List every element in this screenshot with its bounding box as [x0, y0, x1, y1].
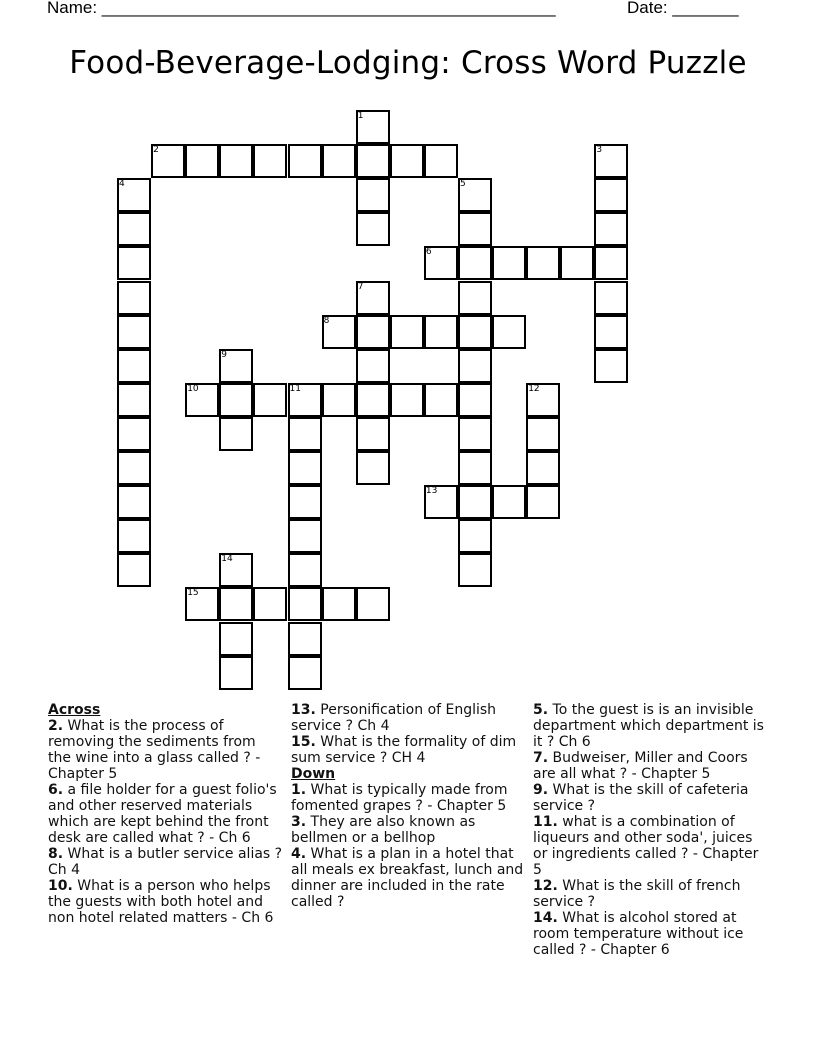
grid-cell[interactable]: [288, 451, 322, 485]
clue-number-label: 10: [187, 383, 199, 394]
grid-cell[interactable]: [322, 587, 356, 621]
grid-cell[interactable]: [356, 178, 390, 212]
down-heading: Down: [291, 766, 336, 782]
clue-down-4: 4. What is a plan in a hotel that all meals ex breakfast, lunch and dinner are included in the rate called ?: [291, 846, 524, 910]
grid-cell[interactable]: [322, 383, 356, 417]
grid-cell[interactable]: [458, 451, 492, 485]
clue-number-label: 13: [425, 486, 438, 497]
across-heading: Across: [48, 702, 101, 718]
grid-cell[interactable]: [322, 144, 356, 178]
date-field-label: Date: _______: [627, 0, 739, 17]
clue-number-label: 3: [596, 145, 603, 156]
clue-across-10: 10. What is a person who helps the guests with both hotel and non hotel related matters - Ch 6: [48, 878, 274, 926]
grid-cell[interactable]: [594, 212, 628, 246]
clue-number-label: 8: [323, 315, 330, 326]
grid-cell[interactable]: [219, 383, 253, 417]
clue-number-label: 15: [187, 588, 199, 599]
grid-cell[interactable]: [424, 315, 458, 349]
grid-cell[interactable]: [594, 315, 628, 349]
clue-down-14: 14. What is alcohol stored at room temperature without ice called ? - Chapter 6: [533, 910, 744, 958]
clue-down-9: 9. What is the skill of cafeteria service ?: [533, 782, 749, 814]
clue-down-12: 12. What is the skill of french service ?: [533, 878, 741, 910]
grid-cell[interactable]: [356, 144, 390, 178]
grid-cell[interactable]: [117, 553, 151, 587]
grid-cell[interactable]: [356, 383, 390, 417]
grid-cell[interactable]: [458, 417, 492, 451]
grid-cell[interactable]: [526, 417, 560, 451]
clue-number-label: 1: [357, 111, 364, 121]
clue-down-11: 11. what is a combination of liqueurs and other soda', juices or ingredients called ? - Chapter 5: [533, 814, 759, 878]
grid-cell[interactable]: [288, 656, 322, 690]
grid-cell[interactable]: [492, 485, 526, 519]
grid-cell[interactable]: [492, 315, 526, 349]
grid-cell[interactable]: [356, 349, 390, 383]
clue-number-label: 6: [425, 247, 432, 258]
grid-cell[interactable]: [458, 349, 492, 383]
grid-cell[interactable]: [117, 383, 151, 417]
clue-across-15: 15. What is the formality of dim sum service ? CH 4: [291, 734, 517, 766]
grid-cell[interactable]: [594, 349, 628, 383]
grid-cell[interactable]: [424, 383, 458, 417]
grid-cell[interactable]: [356, 587, 390, 621]
grid-cell[interactable]: [356, 315, 390, 349]
grid-cell[interactable]: [253, 383, 287, 417]
grid-cell[interactable]: [560, 246, 594, 280]
grid-cell[interactable]: [117, 315, 151, 349]
grid-cell[interactable]: [219, 622, 253, 656]
grid-cell[interactable]: [458, 212, 492, 246]
clue-down-5: 5. To the guest is is an invisible department which department is it ? Ch 6: [533, 702, 764, 750]
grid-cell[interactable]: [594, 178, 628, 212]
clue-across-13: 13. Personification of English service ? Ch 4: [291, 702, 497, 734]
grid-cell[interactable]: [117, 485, 151, 519]
grid-cell[interactable]: [356, 417, 390, 451]
grid-cell[interactable]: [117, 417, 151, 451]
grid-cell[interactable]: [288, 587, 322, 621]
grid-cell[interactable]: [458, 315, 492, 349]
grid-cell[interactable]: [526, 485, 560, 519]
grid-cell[interactable]: [356, 212, 390, 246]
grid-cell[interactable]: [117, 212, 151, 246]
grid-cell[interactable]: [356, 451, 390, 485]
grid-cell[interactable]: [117, 451, 151, 485]
grid-cell[interactable]: [288, 417, 322, 451]
grid-cell[interactable]: [253, 144, 287, 178]
grid-cell[interactable]: [219, 417, 253, 451]
grid-cell[interactable]: [390, 383, 424, 417]
grid-cell[interactable]: [458, 281, 492, 315]
grid-cell[interactable]: [458, 383, 492, 417]
clues-column-1: [48, 702, 283, 926]
grid-cell[interactable]: [219, 656, 253, 690]
clue-number-label: 2: [153, 145, 159, 156]
grid-cell[interactable]: [458, 519, 492, 553]
grid-cell[interactable]: [458, 485, 492, 519]
grid-cell[interactable]: [288, 144, 322, 178]
clue-number-label: 4: [119, 179, 125, 190]
grid-cell[interactable]: [288, 622, 322, 656]
clue-number-label: 12: [528, 383, 540, 394]
grid-cell[interactable]: [185, 144, 219, 178]
clue-across-8: 8. What is a butler service alias ? Ch 4: [48, 846, 283, 878]
clue-down-3: 3. They are also known as bellmen or a bellhop: [291, 814, 476, 846]
grid-cell[interactable]: [219, 587, 253, 621]
clue-number-label: 7: [357, 281, 364, 292]
grid-cell[interactable]: [219, 144, 253, 178]
grid-cell[interactable]: [390, 315, 424, 349]
clue-number-label: 5: [460, 179, 466, 190]
grid-cell[interactable]: [117, 246, 151, 280]
clue-across-2: 2. What is the process of removing the sediments from the wine into a glass called ? - Chapter 5: [48, 718, 261, 782]
grid-cell[interactable]: [492, 246, 526, 280]
grid-cell[interactable]: [390, 144, 424, 178]
grid-cell[interactable]: [458, 246, 492, 280]
grid-cell[interactable]: [288, 553, 322, 587]
grid-cell[interactable]: [117, 281, 151, 315]
grid-cell[interactable]: [253, 587, 287, 621]
clue-across-6: 6. a file holder for a guest folio's and other reserved materials which are kept behind the front desk are called what ? - Ch 6: [48, 782, 277, 846]
page-title: Food-Beverage-Lodging: Cross Word Puzzle: [69, 45, 747, 81]
name-field-label: Name: ________________________________________________: [47, 0, 556, 17]
grid-cell[interactable]: [117, 349, 151, 383]
grid-cell[interactable]: [594, 246, 628, 280]
grid-cell[interactable]: [526, 246, 560, 280]
grid-cell[interactable]: [288, 519, 322, 553]
grid-cell[interactable]: [526, 451, 560, 485]
grid-cell[interactable]: [458, 553, 492, 587]
clue-down-1: 1. What is typically made from fomented grapes ? - Chapter 5: [291, 782, 508, 814]
clue-number-label: 14: [221, 554, 233, 565]
clue-down-7: 7. Budweiser, Miller and Coors are all what ? - Chapter 5: [533, 750, 748, 782]
grid-cell[interactable]: [424, 144, 458, 178]
clues-column-3: [533, 702, 768, 958]
grid-cell[interactable]: [288, 485, 322, 519]
clue-number-label: 9: [221, 349, 228, 360]
clues-column-2: [291, 702, 526, 910]
clue-number-label: 11: [289, 383, 301, 394]
grid-cell[interactable]: [594, 281, 628, 315]
grid-cell[interactable]: [117, 519, 151, 553]
